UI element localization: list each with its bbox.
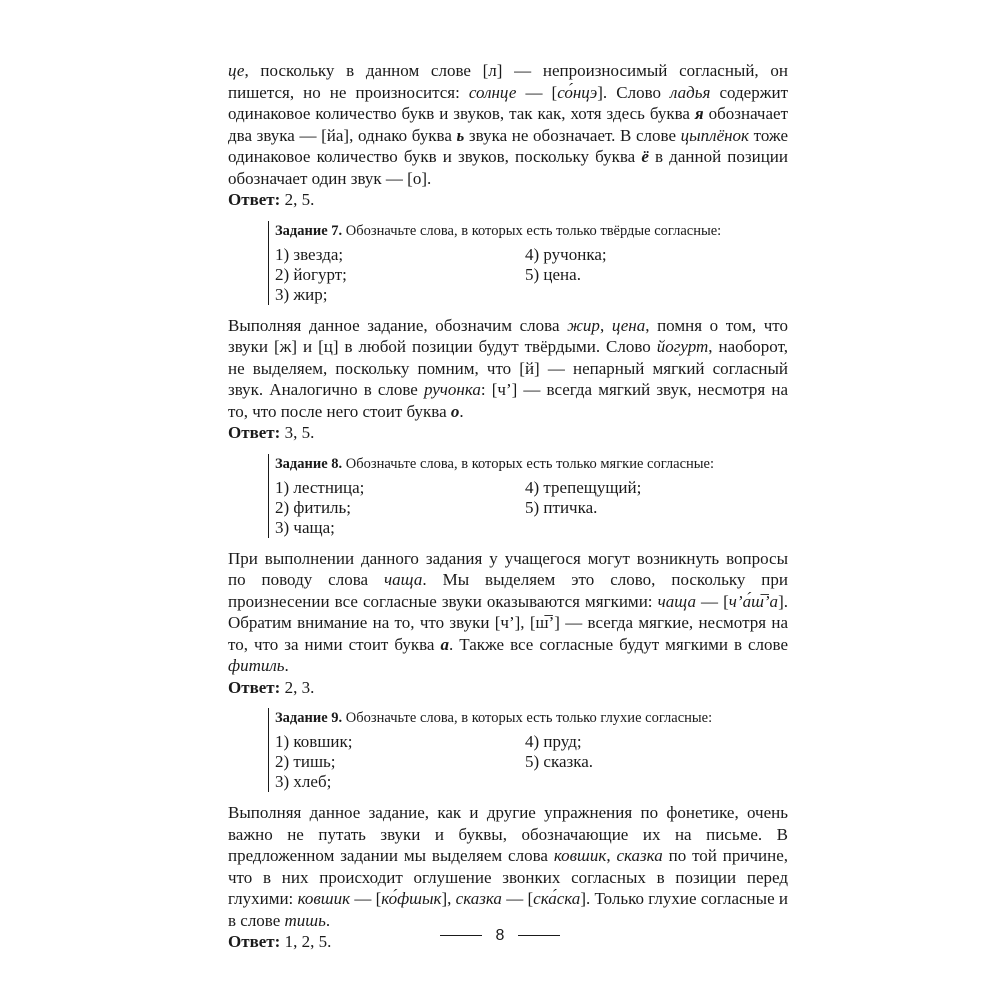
text-segment: тоже одинаковое количество букв и звуков, поскольку буква — [228, 125, 788, 166]
option-item: 4) ручонка; — [525, 244, 607, 264]
option-item: 1) звезда; — [275, 244, 344, 264]
text-segment: солнце — [468, 82, 517, 102]
text-segment: , помня о том, что звуки [ж] и [ц] в любой позиции будут твёрдыми. Слово — [228, 315, 789, 356]
text-segment: я — [694, 104, 704, 123]
option-item: 3) хлеб; — [275, 772, 332, 791]
text-segment: ко́фшык — [381, 889, 442, 908]
option-item: 5) сказка. — [525, 752, 594, 771]
answer-value: 1, 2, 5. — [280, 932, 332, 951]
text-segment: — [ — [516, 82, 558, 102]
text-segment: цыплёнок — [680, 125, 750, 145]
task-8-header — [275, 454, 788, 474]
content — [228, 60, 788, 953]
text-segment: ]. Только глухие согласные и в слове — [228, 889, 788, 930]
text-segment: чаща — [657, 591, 696, 611]
answer-label: Ответ: — [228, 423, 281, 442]
page-footer — [0, 926, 1000, 946]
text-segment: — [ — [695, 591, 729, 611]
text-segment: ь — [456, 125, 465, 145]
text-segment: ё — [641, 147, 649, 166]
footer-rule-left — [440, 935, 482, 936]
option-item: 5) птичка. — [525, 497, 598, 517]
task-8-text: Обозначьте слова, в которых есть только мягкие согласные: — [342, 455, 714, 472]
text-segment: содержит одинаковое количество букв и звуков, так как, хотя здесь буква — [228, 82, 788, 123]
paragraph-3 — [228, 548, 788, 677]
text-segment: со́нцэ — [557, 82, 598, 102]
answer-value: 2, 5. — [280, 190, 315, 209]
text-segment: чаща — [384, 570, 423, 589]
answer-label: Ответ: — [228, 190, 281, 209]
text-segment: ковшик — [553, 846, 607, 865]
answer-1 — [228, 189, 788, 211]
text-segment: , — [606, 846, 617, 865]
option-item: 5) цена. — [525, 264, 581, 284]
answer-label: Ответ: — [228, 932, 281, 951]
text-segment: — [ — [350, 889, 382, 908]
text-segment: ]. Слово — [597, 82, 671, 102]
option-item: 2) тишь; — [275, 752, 336, 771]
task-8 — [268, 454, 788, 538]
answer-2 — [228, 422, 788, 444]
text-segment: обозначает два звука — [йа], однако буква — [228, 104, 788, 145]
text-segment: Выполняя данное задание, обозначим слова — [228, 315, 568, 335]
task-7-header — [275, 221, 788, 241]
option-item: 4) пруд; — [525, 732, 582, 751]
text-segment: , — [599, 315, 612, 335]
text-segment: : [ч’] — всегда мягкий звук, несмотря на то, что после него стоит буква — [228, 380, 788, 421]
text-segment: це — [228, 61, 245, 80]
text-segment: йогурт — [656, 337, 709, 356]
answer-value: 3, 5. — [280, 423, 315, 442]
text-segment: . — [325, 910, 331, 930]
task-9-text: Обозначьте слова, в которых есть только глухие согласные: — [342, 710, 713, 726]
text-segment: ковшик — [297, 889, 351, 908]
option-item: 3) чаща; — [275, 517, 335, 537]
footer-rule-right — [518, 935, 560, 936]
text-segment: ска́ска — [533, 889, 581, 908]
task-9 — [268, 708, 788, 792]
text-segment: ручонка — [423, 380, 481, 399]
text-segment: . — [459, 401, 464, 421]
option-item: 3) жир; — [275, 284, 328, 304]
paragraph-2 — [228, 315, 788, 423]
text-segment: , поскольку в данном слове [л] — непроизносимый согласный, он пишется, но не произносится: — [228, 61, 788, 102]
task-9-header — [275, 708, 788, 728]
text-segment: ], — [441, 889, 456, 908]
text-segment: При выполнении данного задания у учащегося могут возникнуть вопросы по поводу слова — [228, 548, 788, 589]
answer-value: 2, 3. — [280, 677, 315, 697]
paragraph-1 — [228, 60, 788, 189]
page-number: 8 — [495, 927, 505, 944]
text-segment: жир — [567, 315, 600, 335]
text-segment: ч’а́ш̅’а — [728, 591, 779, 611]
text-segment: цена — [611, 315, 646, 335]
task-9-options — [275, 732, 788, 792]
text-segment: . Также все согласные будут мягкими в слове — [449, 634, 788, 654]
text-segment: а — [440, 634, 449, 654]
text-segment: в данной позиции обозначает один звук — [о]. — [228, 147, 788, 188]
option-item: 2) фитиль; — [275, 497, 352, 517]
text-segment: сказка — [616, 846, 663, 865]
text-segment: Выполняя данное задание, как и другие упражнения по фонетике, очень важно не путать звуки и буквы, обозначающие их на письме. В предложенном задании мы выделяем слова — [228, 803, 788, 865]
text-segment: тишь — [284, 910, 326, 930]
text-segment: о — [450, 401, 460, 421]
text-segment: фитиль — [228, 656, 285, 675]
task-7-title: Задание 7. — [275, 222, 343, 239]
text-segment: сказка — [455, 889, 502, 908]
text-segment: . Мы выделяем это слово, поскольку при произнесении все согласные звуки оказываются мягкими: — [228, 570, 788, 611]
option-item: 2) йогурт; — [275, 264, 347, 284]
task-7 — [268, 221, 788, 305]
text-segment: — [ — [501, 889, 534, 908]
task-7-options — [275, 245, 788, 305]
option-item: 1) ковшик; — [275, 732, 353, 751]
text-segment: , наоборот, не выделяем, поскольку помним, что [й] — непарный мягкий согласный звук. Аналогично в слове — [228, 337, 788, 399]
answer-label: Ответ: — [228, 677, 281, 697]
text-segment: ]. Обратим внимание на то, что звуки [ч’], [ш̅’] — всегда мягкие, несмотря на то, что за ними стоит буква — [228, 591, 788, 654]
text-segment: ладья — [670, 82, 711, 102]
task-8-options — [275, 478, 788, 538]
option-item: 4) трепещущий; — [525, 477, 642, 497]
option-item: 1) лестница; — [275, 477, 365, 497]
task-9-title: Задание 9. — [275, 710, 343, 726]
text-segment: . — [284, 656, 289, 675]
task-8-title: Задание 8. — [275, 455, 343, 472]
text-segment: по той причине, что в них происходит оглушение звонких согласных в позиции перед глухими: — [228, 846, 789, 908]
answer-3 — [228, 677, 788, 699]
task-7-text: Обозначьте слова, в которых есть только твёрдые согласные: — [342, 222, 722, 239]
paragraph-4 — [228, 802, 788, 931]
text-segment: звука не обозначает. В слове — [464, 125, 681, 145]
